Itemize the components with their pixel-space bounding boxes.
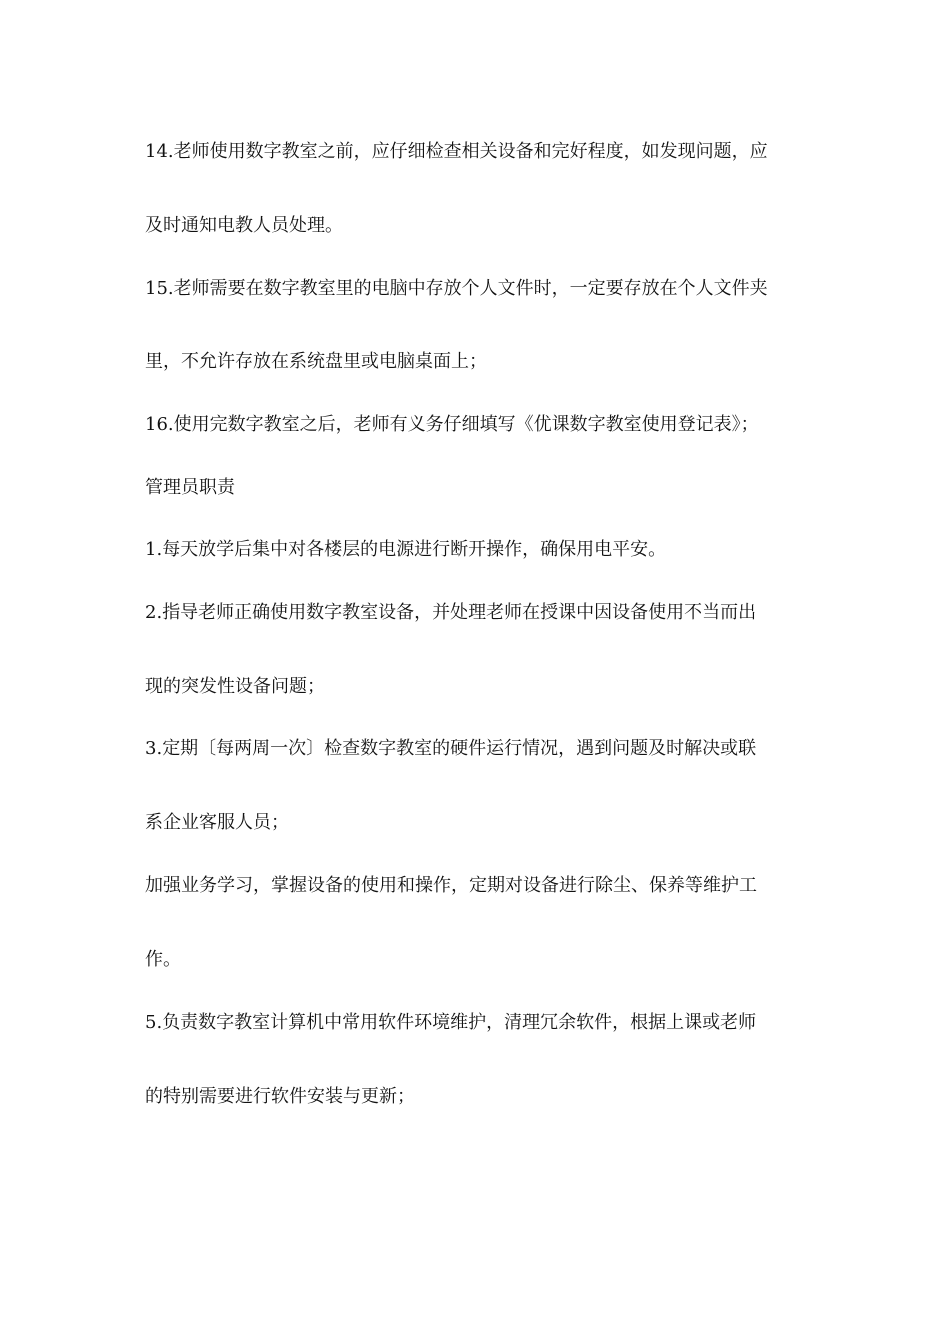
line-text: 指导老师正确使用数字教室设备，并处理老师在授课中因设备使用不当而出 [162, 602, 757, 623]
line-continuation [145, 675, 815, 699]
line-item-1 [145, 538, 815, 562]
line-item-4 [145, 874, 815, 898]
line-continuation [145, 350, 815, 374]
section-heading [145, 476, 815, 500]
line-text: 里，不允许存放在系统盘里或电脑桌面上； [145, 351, 487, 372]
line-text: 系企业客服人员； [145, 812, 289, 833]
line-item-15 [145, 277, 815, 301]
line-text: 作。 [145, 949, 181, 970]
line-item-16 [145, 413, 815, 437]
line-item-2 [145, 601, 815, 625]
item-number: 15. [145, 278, 174, 299]
line-text: 定期〔每两周一次〕检查数字教室的硬件运行情况，遇到问题及时解决或联 [162, 738, 757, 759]
line-item-5 [145, 1011, 815, 1035]
line-continuation [145, 948, 815, 972]
line-text: 加强业务学习，掌握设备的使用和操作，定期对设备进行除尘、保养等维护工 [145, 875, 757, 896]
line-text: 负责数字教室计算机中常用软件环境维护，清理冗余软件，根据上课或老师 [162, 1012, 757, 1033]
item-number: 1. [145, 539, 163, 560]
line-text: 老师需要在数字教室里的电脑中存放个人文件时，一定要存放在个人文件夹 [173, 278, 768, 299]
item-number: 16. [145, 414, 174, 435]
line-continuation [145, 811, 815, 835]
line-text: 老师使用数字教室之前，应仔细检查相关设备和完好程度，如发现问题，应 [173, 141, 768, 162]
item-number: 14. [145, 141, 174, 162]
line-item-3 [145, 737, 815, 761]
line-continuation [145, 214, 815, 238]
line-item-14 [145, 140, 815, 164]
line-text: 每天放学后集中对各楼层的电源进行断开操作，确保用电平安。 [162, 539, 667, 560]
line-text: 管理员职责 [145, 477, 235, 498]
line-text: 现的突发性设备问题； [145, 676, 325, 697]
line-continuation [145, 1085, 815, 1109]
item-number: 5. [145, 1012, 163, 1033]
line-text: 的特别需要进行软件安装与更新； [145, 1086, 415, 1107]
item-number: 2. [145, 602, 163, 623]
line-text: 使用完数字教室之后，老师有义务仔细填写《优课数字教室使用登记表》； [173, 414, 759, 435]
item-number: 3. [145, 738, 163, 759]
line-text: 及时通知电教人员处理。 [145, 215, 343, 236]
